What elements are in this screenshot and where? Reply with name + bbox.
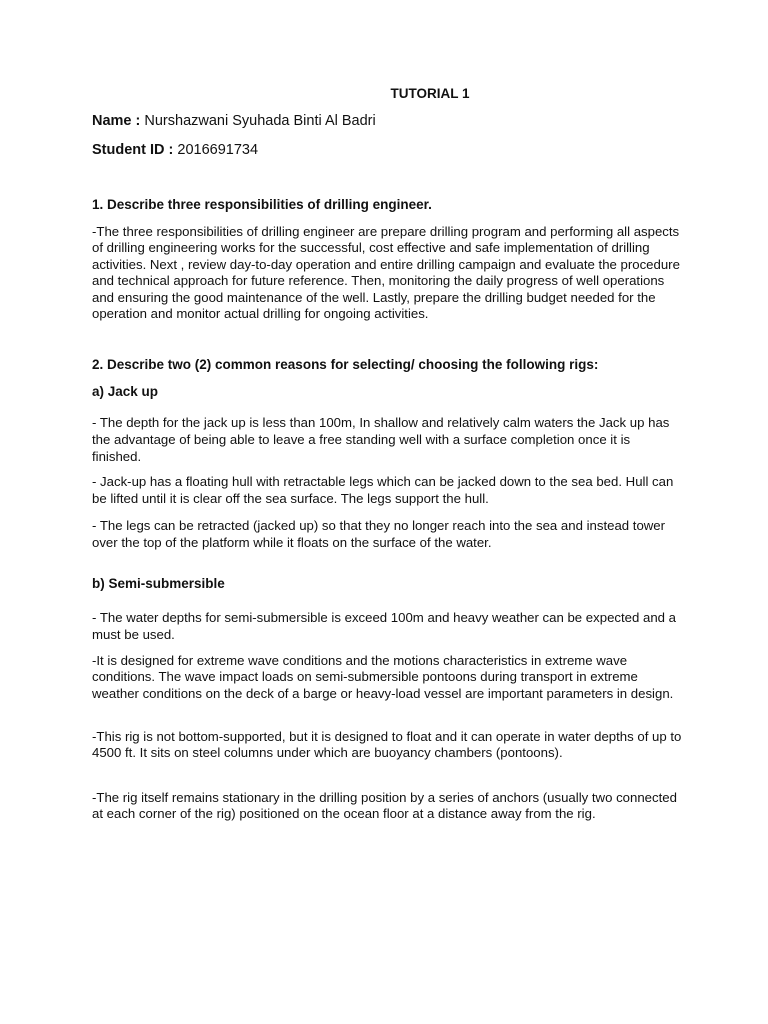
jackup-point-3: - The legs can be retracted (jacked up) so that they no longer reach into the sea and instead tower over the top of the platform while it floats on the surface of the water. — [92, 518, 666, 550]
question-2: 2. Describe two (2) common reasons for selecting/ choosing the following rigs: — [92, 357, 599, 372]
student-id-label: Student ID : — [92, 142, 174, 158]
jackup-heading: a) Jack up — [92, 384, 159, 399]
name-line — [92, 113, 376, 129]
name-label: Name : — [92, 113, 141, 129]
semisub-point-1: - The water depths for semi-submersible is exceed 100m and heavy weather can be expected and a must be used. — [92, 610, 676, 642]
name-value: Nurshazwani Syuhada Binti Al Badri — [144, 113, 376, 129]
answer-1: -The three responsibilities of drilling engineer are prepare drilling program and performing all aspects of drilling engineering works for the successful, cost effective and safe implementation of drilling activities. Next , review day-to-day operation and entire drilling campaign and evaluate the procedure and technical approach for future reference. Then, monitoring the daily progress of well operations and ensuring the good maintenance of the well. Lastly, prepare the drilling budget needed for the operation and monitor actual drilling for ongoing activities. — [92, 224, 680, 322]
student-id-line — [92, 142, 258, 158]
question-1: 1. Describe three responsibilities of drilling engineer. — [92, 197, 432, 212]
jackup-point-2: - Jack-up has a floating hull with retractable legs which can be jacked down to the sea bed. Hull can be lifted until it is clear off the sea surface. The legs support the hull. — [92, 474, 674, 506]
semisub-heading: b) Semi-submersible — [92, 576, 225, 591]
document-title: TUTORIAL 1 — [390, 86, 470, 101]
jackup-point-1: - The depth for the jack up is less than 100m, In shallow and relatively calm waters the Jack up has the advantage of being able to leave a free standing well with a surface completion once it is finished. — [92, 415, 670, 464]
student-id-value: 2016691734 — [177, 142, 259, 158]
semisub-point-4: -The rig itself remains stationary in the drilling position by a series of anchors (usually two connected at each corner of the rig) positioned on the ocean floor at a distance away from the rig. — [92, 790, 677, 822]
semisub-point-2: -It is designed for extreme wave conditions and the motions characteristics in extreme wave conditions. The wave impact loads on semi-submersible pontoons during transport in extreme weather conditions on the deck of a barge or heavy-load vessel are important parameters in design. — [92, 653, 674, 701]
semisub-point-3: -This rig is not bottom-supported, but it is designed to float and it can operate in water depths of up to 4500 ft. It sits on steel columns under which are buoyancy chambers (pontoons). — [92, 729, 682, 761]
